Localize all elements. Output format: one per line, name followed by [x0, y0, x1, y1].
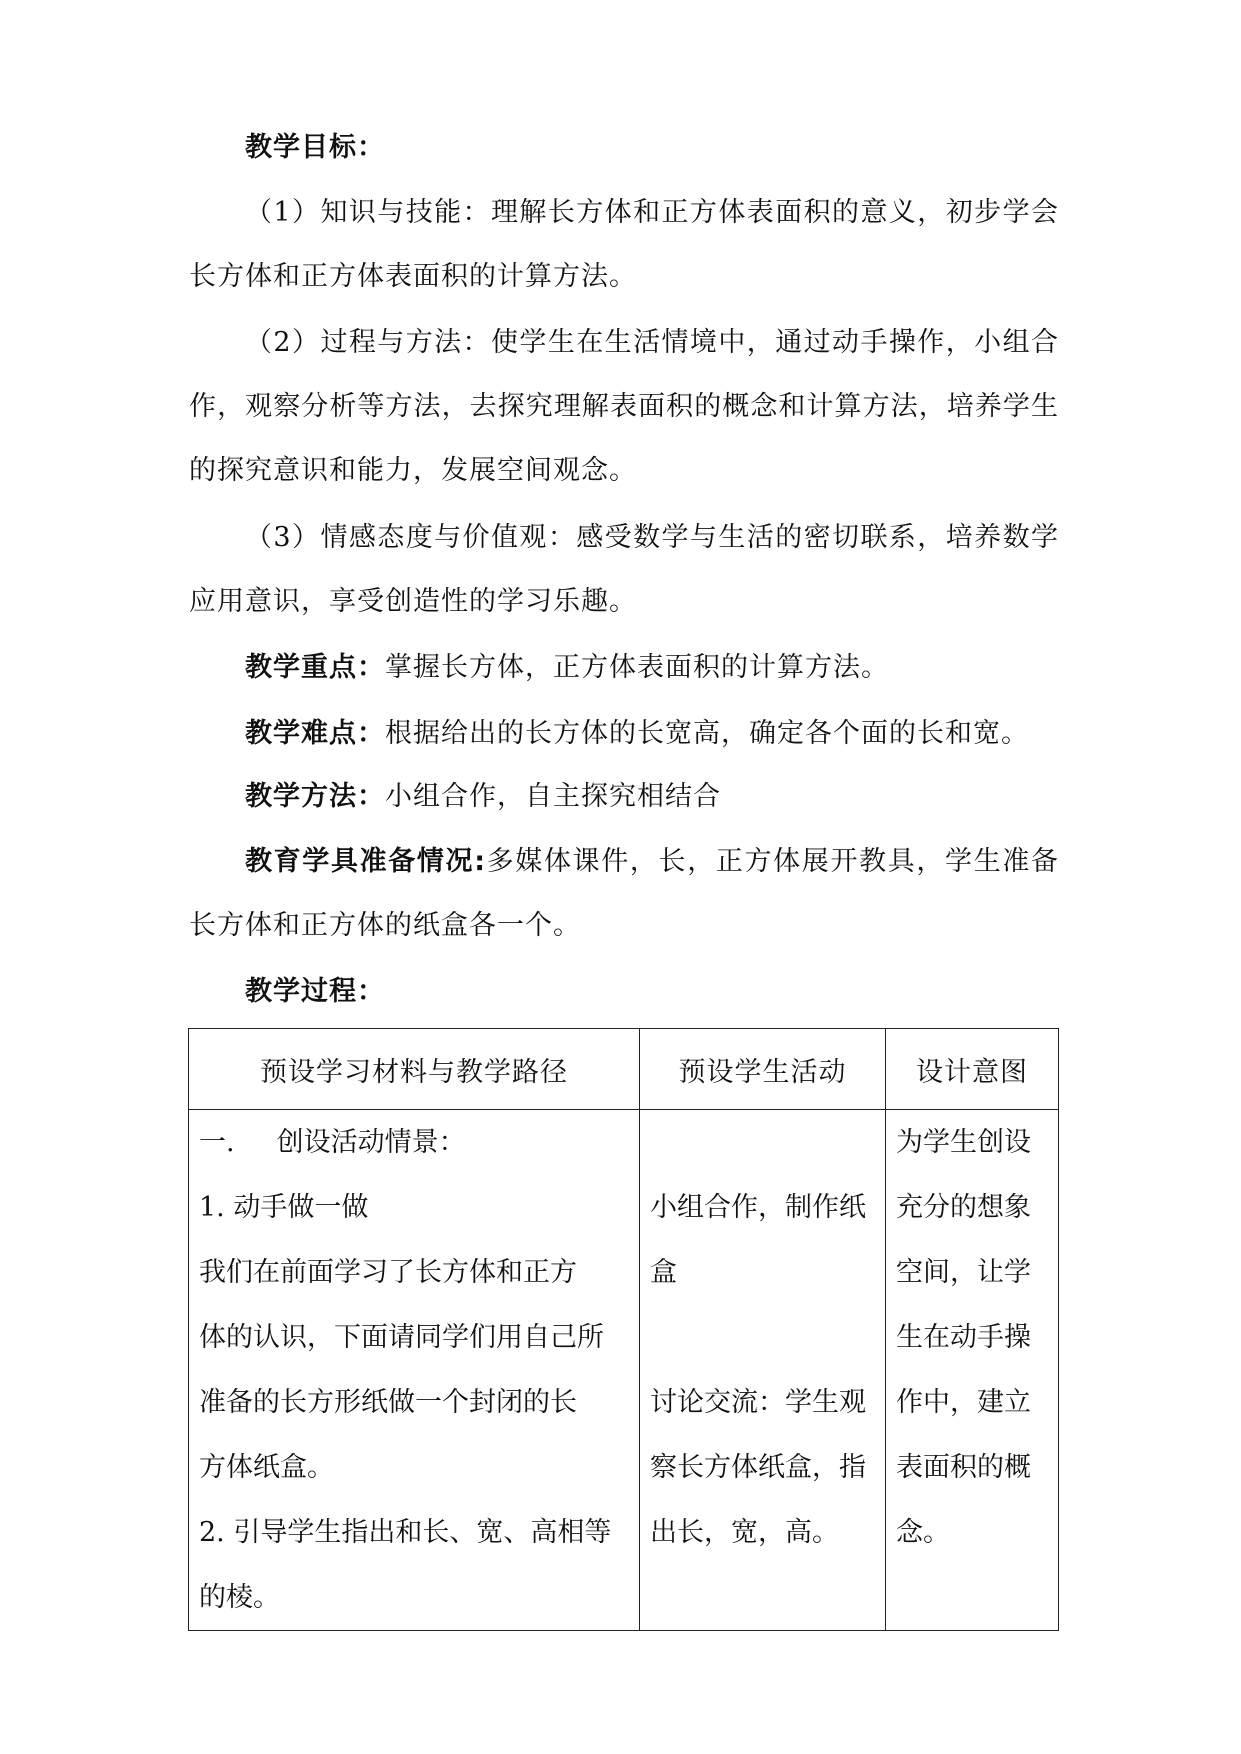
teaching-method-label: 教学方法：	[245, 781, 385, 812]
difficult-point-text: 根据给出的长方体的长宽高，确定各个面的长和宽。	[385, 718, 1029, 749]
teaching-method-text: 小组合作，自主探究相结合	[385, 781, 721, 812]
materials-line: 方体纸盒。	[199, 1452, 334, 1483]
materials-line: 1. 动手做一做	[199, 1192, 369, 1223]
goals-heading: 教学目标：	[245, 132, 385, 163]
activity-line: 察长方体纸盒，指	[650, 1452, 866, 1483]
difficult-point	[189, 702, 1059, 766]
teaching-method	[189, 765, 1059, 829]
activity-line: 出长，宽，高。	[650, 1517, 839, 1548]
table-row	[189, 1110, 1059, 1631]
goal-process	[189, 311, 1059, 503]
preparation-label: 教育学具准备情况:	[245, 846, 486, 877]
materials-line	[199, 1110, 629, 1175]
process-heading: 教学过程：	[245, 976, 385, 1007]
key-point-text: 掌握长方体，正方体表面积的计算方法。	[385, 652, 889, 683]
section-title: 创设活动情景：	[276, 1127, 466, 1158]
goal-knowledge-text: 理解长方体和正方体表面积的意义，初步学会长方体和正方体表面积的计算方法。	[189, 197, 1059, 292]
intent-line: 生在动手操	[896, 1322, 1031, 1353]
goal-emotion	[189, 506, 1059, 634]
cell-design-intent	[886, 1110, 1059, 1631]
activity-line: 小组合作，制作纸	[650, 1192, 866, 1223]
header-materials: 预设学习材料与教学路径	[189, 1029, 640, 1110]
materials-line: 的棱。	[199, 1582, 280, 1613]
goal-knowledge	[189, 181, 1059, 309]
table-header-row	[189, 1029, 1059, 1110]
goal-knowledge-label: （1）知识与技能：	[245, 197, 491, 228]
preparation-text: 多媒体课件，长，正方体展开教具，学生准备长方体和正方体的纸盒各一个。	[189, 846, 1059, 941]
goal-emotion-label: （3）情感态度与价值观：	[245, 522, 577, 553]
activity-line	[650, 1565, 875, 1630]
preparation	[189, 830, 1059, 958]
intent-line: 念。	[896, 1517, 950, 1548]
materials-line: 2. 引导学生指出和长、宽、高相等	[199, 1517, 612, 1548]
goal-process-text: 使学生在生活情境中，通过动手操作，小组合作，观察分析等方法，去探究理解表面积的概念和计算方法，培养学生的探究意识和能力，发展空间观念。	[189, 327, 1059, 486]
activity-line	[650, 1110, 875, 1175]
materials-line: 准备的长方形纸做一个封闭的长	[199, 1387, 577, 1418]
goal-process-label: （2）过程与方法：	[245, 327, 491, 358]
materials-line: 我们在前面学习了长方体和正方	[199, 1257, 577, 1288]
cell-materials	[189, 1110, 640, 1631]
intent-line: 作中，建立	[896, 1387, 1031, 1418]
intent-line: 充分的想象	[896, 1192, 1031, 1223]
difficult-point-label: 教学难点：	[245, 718, 385, 749]
section-number: 一.	[199, 1127, 235, 1158]
intent-line: 为学生创设	[896, 1127, 1031, 1158]
intent-line: 空间，让学	[896, 1257, 1031, 1288]
intent-line	[896, 1565, 1048, 1630]
process-table	[188, 1028, 1059, 1631]
activity-line	[650, 1305, 875, 1370]
key-point	[189, 636, 1059, 700]
intent-line: 表面积的概	[896, 1452, 1031, 1483]
header-design-intent: 设计意图	[886, 1029, 1059, 1110]
goal-emotion-text: 感受数学与生活的密切联系，培养数学应用意识，享受创造性的学习乐趣。	[189, 522, 1059, 617]
key-point-label: 教学重点：	[245, 652, 385, 683]
activity-line: 讨论交流：学生观	[650, 1387, 866, 1418]
materials-line: 体的认识，下面请同学们用自己所	[199, 1322, 604, 1353]
header-student-activity: 预设学生活动	[640, 1029, 886, 1110]
cell-student-activity	[640, 1110, 886, 1631]
activity-line: 盒	[650, 1257, 677, 1288]
